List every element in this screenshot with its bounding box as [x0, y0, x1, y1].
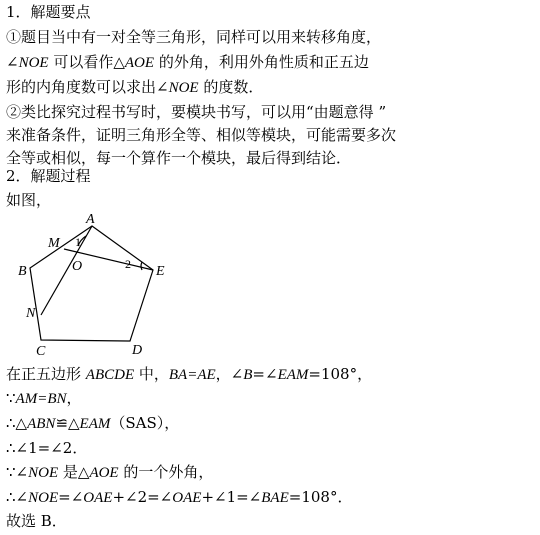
- point2-line2: 来准备条件，证明三角形全等、相似等模块，可能需要多次: [6, 126, 397, 144]
- math-bae: BAE: [261, 490, 289, 506]
- label-A: A: [86, 212, 95, 227]
- text-fragment: =∠: [252, 365, 278, 383]
- heading-solution-process: 2．解题过程: [6, 167, 91, 185]
- text-fragment: ，: [66, 389, 82, 407]
- label-O: O: [72, 259, 83, 274]
- math-oae: OAE: [83, 490, 113, 506]
- label-E: E: [156, 264, 165, 279]
- text-fragment: =108°，: [308, 365, 373, 383]
- heading-key-points: 1．解题要点: [6, 3, 91, 21]
- math-eam: EAM: [79, 416, 111, 432]
- math-abn: ABN: [27, 416, 56, 432]
- text-fragment: =∠: [58, 488, 84, 506]
- solution-line4: ∴∠1=∠2．: [6, 439, 88, 457]
- intro-text: 如图，: [6, 191, 52, 209]
- math-oae: OAE: [172, 490, 202, 506]
- label-N: N: [26, 306, 36, 321]
- label-angle-1: 1: [75, 235, 81, 249]
- angle-2-arc: [141, 262, 142, 270]
- math-abcde: ABCDE: [85, 367, 135, 383]
- solution-line3: [6, 413, 179, 434]
- solution-line2: [6, 388, 82, 409]
- text-fragment: （SAS），: [110, 414, 180, 432]
- math-aoe: AOE: [89, 465, 119, 481]
- math-am-bn: AM=BN: [15, 391, 67, 407]
- because-symbol: ∵∠: [6, 463, 29, 481]
- label-C: C: [36, 344, 46, 359]
- text-fragment: 的度数．: [198, 78, 264, 96]
- math-noe: NOE: [18, 55, 49, 71]
- text-fragment: 形的内角度数可以求出∠: [6, 78, 169, 96]
- point2-line3: 全等或相似，每一个算作一个模块，最后得到结论．: [6, 149, 352, 167]
- solution-line5: [6, 462, 213, 483]
- congruent-symbol: ≌△: [55, 414, 80, 432]
- math-noe: NOE: [28, 490, 59, 506]
- text-fragment: +∠2=∠: [112, 488, 173, 506]
- math-noe: NOE: [168, 80, 199, 96]
- math-ba-ae: BA=AE: [168, 367, 216, 383]
- text-fragment: 是△: [58, 463, 90, 481]
- text-fragment: =108°．: [288, 488, 353, 506]
- math-eam: EAM: [277, 367, 309, 383]
- solution-line1: [6, 364, 372, 385]
- text-fragment: 可以看作△: [48, 53, 125, 71]
- math-aoe: AOE: [124, 55, 155, 71]
- math-b: B: [243, 367, 253, 383]
- solution-answer: 故选 B．: [6, 512, 67, 530]
- text-fragment: 的一个外角，: [118, 463, 214, 481]
- text-fragment: +∠1=∠: [201, 488, 262, 506]
- point1-line1: ①题目当中有一对全等三角形，同样可以用来转移角度，: [6, 28, 382, 46]
- text-fragment: 的外角，利用外角性质和正五边: [154, 53, 369, 71]
- text-fragment: ，∠: [215, 365, 244, 383]
- label-M: M: [48, 236, 60, 251]
- therefore-symbol: ∴△: [6, 414, 28, 432]
- point2-line1: ②类比探究过程书写时，要模块书写，可以用“由题意得 ”: [6, 103, 387, 121]
- therefore-symbol: ∴∠: [6, 488, 29, 506]
- because-symbol: ∵: [6, 389, 16, 407]
- label-D: D: [132, 343, 143, 358]
- math-noe: NOE: [28, 465, 59, 481]
- label-angle-2: 2: [125, 257, 131, 271]
- text-fragment: 在正五边形: [6, 365, 86, 383]
- text-fragment: 中，: [134, 365, 169, 383]
- solution-line6: [6, 487, 352, 508]
- label-B: B: [18, 264, 27, 279]
- angle-symbol: ∠: [6, 53, 19, 71]
